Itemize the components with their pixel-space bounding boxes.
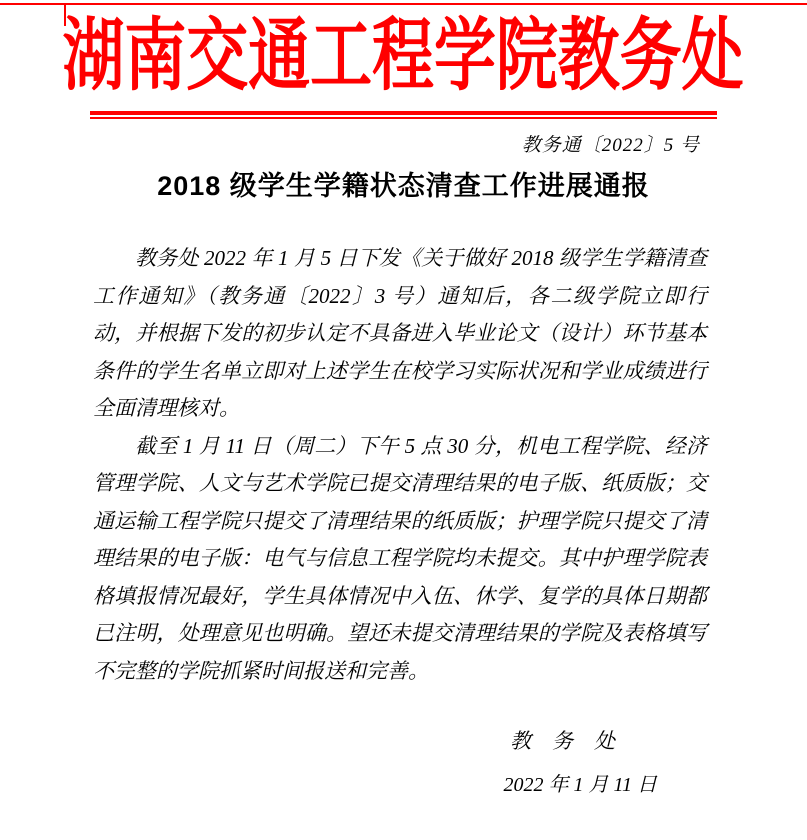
notice-body [93, 240, 707, 690]
signature: 教 务 处 [510, 729, 615, 753]
red-separator-line [90, 111, 717, 119]
masthead [0, 6, 807, 106]
date: 2022 年 1 月 11 日 [503, 774, 657, 796]
org-title: 湖南交通工程学院教务处 [62, 11, 745, 100]
top-red-line [0, 3, 807, 5]
body-paragraph: 教务处 2022 年 1 月 5 日下发《关于做好 2018 级学生学籍清查工作通知》（教务通〔2022〕3 号）通知后，各二级学院立即行动，并根据下发的初步认定不具备进入毕业论文（设计）环节基本条件的学生名单立即对上述学生在校学习实际状况和学业成绩进行全面清理核对。 [93, 246, 707, 420]
doc-number: 教务通〔2022〕5 号 [521, 135, 700, 156]
notice-title: 2018 级学生学籍状态清查工作进展通报 [157, 171, 650, 201]
body-paragraph: 截至 1 月 11 日（周二）下午 5 点 30 分，机电工程学院、经济管理学院、人文与艺术学院已提交清理结果的电子版、纸质版；交通运输工程学院只提交了清理结果的纸质版；护理学院只提交了清理结果的电子版：电气与信息工程学院均未提交。其中护理学院表格填报情况最好，学生具体情况中入伍、休学、复学的具体日期都已注明，处理意见也明确。望还未提交清理结果的学院及表格填写不完整的学院抓紧时间报送和完善。 [93, 433, 707, 683]
